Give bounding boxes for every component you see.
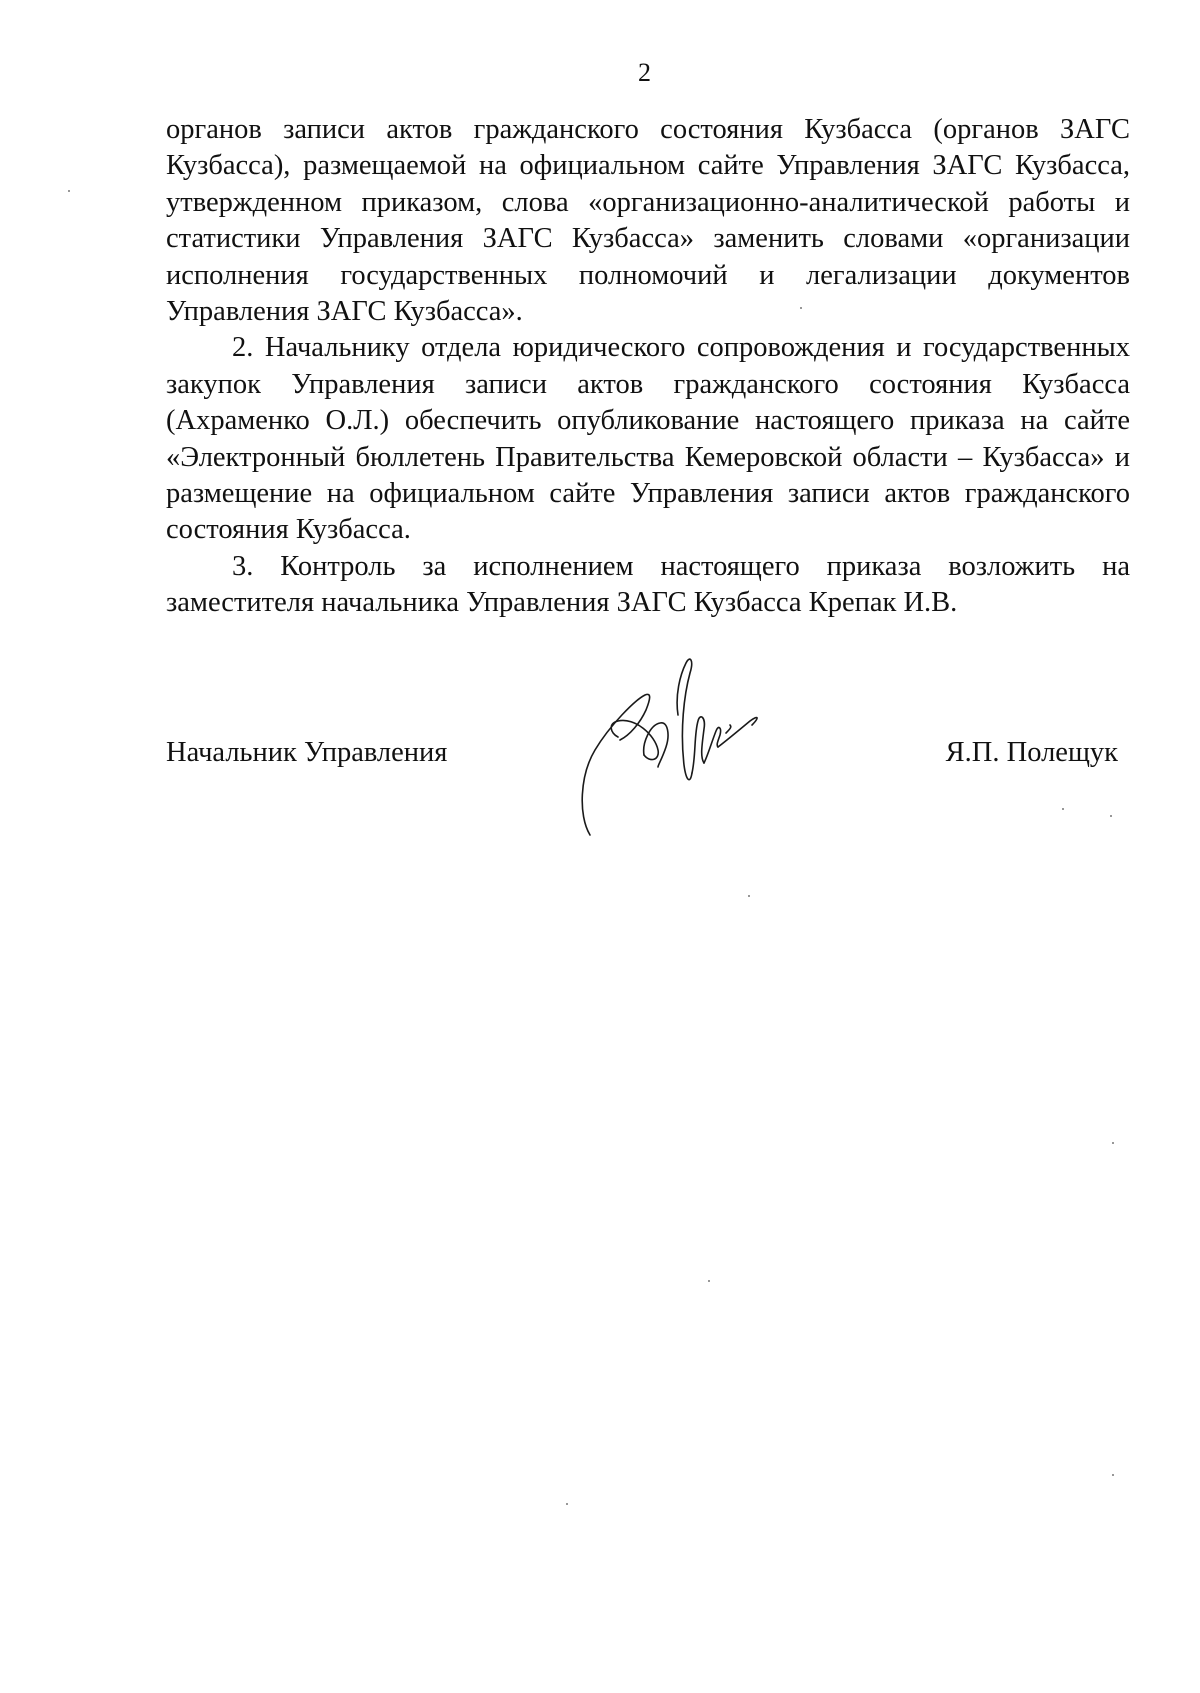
scan-speck xyxy=(800,307,802,309)
scan-speck xyxy=(1112,1142,1114,1144)
scan-speck xyxy=(68,190,70,192)
scan-speck xyxy=(748,895,750,897)
document-body xyxy=(166,112,1130,622)
signer-position: Начальник Управления xyxy=(166,737,448,768)
handwritten-signature xyxy=(580,655,770,845)
scan-speck xyxy=(1112,1474,1114,1476)
paragraph-2-publication: 2. Начальнику отдела юридического сопровождения и государственных закупок Управления записи актов гражданского состояния Кузбасса (Ахраменко О.Л.) обеспечить опубликование настоящего приказа на сайте «Электронный бюллетень Правительства Кемеровской области – Кузбасса» и размещение на официальном сайте Управления записи актов гражданского состояния Кузбасса. xyxy=(166,332,1130,546)
paragraph-1-continuation: органов записи актов гражданского состояния Кузбасса (органов ЗАГС Кузбасса), размещаемой на официальном сайте Управления ЗАГС Кузбасса, утвержденном приказом, слова «организационно-аналитической работы и статистики Управления ЗАГС Кузбасса» заменить словами «организации исполнения государственных полномочий и легализации документов Управления ЗАГС Кузбасса». xyxy=(166,114,1130,328)
scan-speck xyxy=(1110,815,1112,817)
page-number: 2 xyxy=(638,58,651,87)
paragraph-3-control: 3. Контроль за исполнением настоящего приказа возложить на заместителя начальника Управления ЗАГС Кузбасса Крепак И.В. xyxy=(166,550,1130,619)
scan-speck xyxy=(1062,808,1064,810)
signer-name: Я.П. Полещук xyxy=(945,737,1118,768)
scan-speck xyxy=(566,1503,568,1505)
scan-speck xyxy=(708,1280,710,1282)
